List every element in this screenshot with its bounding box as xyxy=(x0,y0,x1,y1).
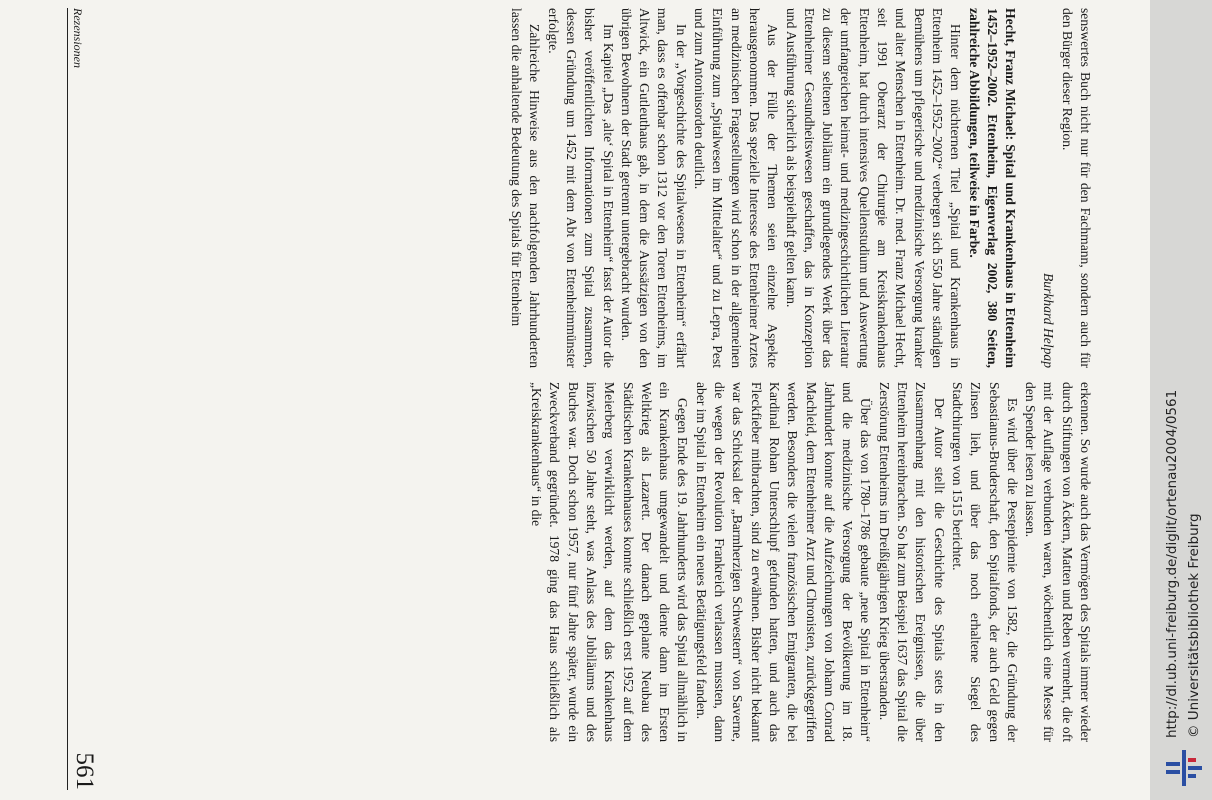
library-logo-icon xyxy=(1164,748,1204,788)
running-head-section: Rezensionen xyxy=(71,8,85,68)
paragraph: Aus der Fülle der Themen seien einzelne Aspekte herausgenommen. Das spezielle Interesse des Ettenheimer Arztes an medizinischen Fragestellungen wird schon in der allgemeinen Einführung zum „Spitalwesen im Mittelalter“ und zu Lepra, Pest und zum Antoniusorden deutlich. xyxy=(692,8,781,368)
copyright-notice: © Universitätsbibliothek Freiburg xyxy=(1186,513,1202,738)
paragraph: Hinter dem nüchternen Titel „Spital und Krankenhaus in Ettenheim 1452–1952–2002“ verbergen sich 550 Jahre ständigen Bemühens um pflegerische und medizinische Versorgung kranker und alter Menschen in Ettenheim. Dr. med. Franz Michael Hecht, seit 1991 Oberarzt der Chirurgie am Kreiskrankenhaus Ettenheim, hat durch intensives Quellenstudium und Auswertung der umfangreichen heimat- und medizingeschichtlichen Literatur zu diesem seltenen Jubiläum ein grundlegendes Werk über das Ettenheimer Gesundheitswesen geschaffen, das in Konzeption und Ausführung sicherlich als beispielhaft gelten kann. xyxy=(783,8,964,368)
right-column xyxy=(104,382,1094,742)
review-heading: Hecht, Franz Michael: Spital und Krankenhaus in Ettenheim 1452–1952–2002. Ettenheim, Eigenverlag 2002, 380 Seiten, zahlreiche Abbildungen, teilweise in Farbe. xyxy=(966,8,1019,368)
paragraph: Der Autor stellt die Geschichte des Spitals stets in den Zusammenhang mit den historischen Ereignissen, die über Ettenheim hereinbrachen. So hat zum Beispiel 1637 das Spital die Zerstörung Ettenheims im Dreißigjährigen Krieg überstanden. xyxy=(876,382,947,742)
paragraph: In der „Vorgeschichte des Spitalwesens in Ettenheim“ erfährt man, dass es offenbar schon 1312 vor den Toren Ettenheims, im Altwick, ein Gutleuthaus gab, in dem die Aussätzigen von den übrigen Bewohnern der Stadt getrennt untergebracht wurden. xyxy=(618,8,689,368)
paragraph: Es wird über die Pestepidemie von 1582, die Gründung der Sebastianus-Bruderschaft, den Spitalfonds, der auch Geld gegen Zinsen lieh, und über das noch erhaltene Siegel des Stadtchirurgen von 1515 berichtet. xyxy=(949,382,1020,742)
paragraph: senswertes Buch nicht nur für den Fachmann, sondern auch für den Bürger dieser Region. xyxy=(1059,8,1093,368)
reviewer-signature: Burkhard Helpap xyxy=(1041,272,1057,368)
paragraph: Im Kapitel „Das ‚alte‘ Spital in Ettenheim“ fasst der Autor die bisher veröffentlichten Informationen zum Spital zusammen, dessen Gründung um 1452 mit dem Abt von Ettenheimmünster erfolgte. xyxy=(545,8,616,368)
paragraph: Zahlreiche Hinweise aus den nachfolgenden Jahrhunderten lassen die anhaltende Bedeutung des Spitals für Ettenheim xyxy=(509,8,543,368)
left-column xyxy=(104,8,1094,368)
paragraph: Über das von 1780–1786 gebaute „neue Spital in Ettenheim“ und die medizinische Versorgung der Bevölkerung im 18. Jahrhundert konnte auf die Aufzeichnungen von Johann Conrad Machleid, dem Ettenheimer Arzt und Chronisten, zurückgegriffen werden. Besonders die vielen französischen Emigranten, die bei Kardinal Rohan Unterschlupf gefunden hatten, und auch das Fleckfieber mitbrachten, sind zu erwähnen. Bisher nicht bekannt war das Schicksal der „Barmherzigen Schwestern“ von Saverne, die wegen der Revolution Frankreich verlassen mussten, dann aber im Spital in Ettenheim ein neues Betätigungsfeld fanden. xyxy=(693,382,874,742)
paragraph: erkennen. So wurde auch das Vermögen des Spitals immer wieder durch Stiftungen von Äckern, Matten und Reben vermehrt, die oft mit der Auflage verbunden waren, wöchentlich eine Messe für den Spender lesen zu lassen. xyxy=(1023,382,1093,742)
page-number: 561 xyxy=(71,752,98,790)
paragraph: Gegen Ende des 19. Jahrhunderts wird das Spital allmählich in ein Krankenhaus umgewandelt und diente dann im Ersten Weltkrieg als Lazarett. Der danach geplante Neubau des Städtischen Krankenhauses konnte schließlich erst 1952 auf dem Meierberg verwirklicht werden, auf dem das Krankenhaus inzwischen 50 Jahre steht, was Anlass des Jubiläums und des Buches war. Doch schon 1957, nur fünf Jahre später, wurde ein Zweckverband gegründet. 1978 ging das Haus schließlich als „Kreiskrankenhaus“ in die xyxy=(529,382,691,742)
library-margin-strip xyxy=(1150,0,1212,800)
running-head-rule xyxy=(67,8,68,790)
source-url[interactable]: http://dl.ub.uni-freiburg.de/diglit/ortenau2004/0561 xyxy=(1164,389,1180,738)
